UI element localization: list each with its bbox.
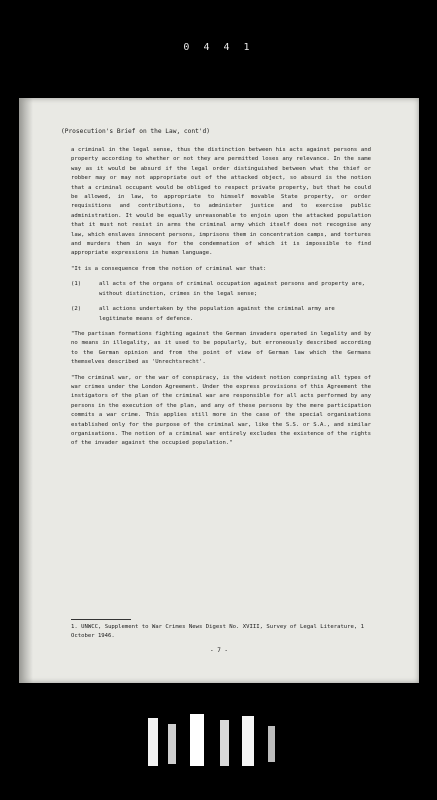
list-item xyxy=(71,305,371,324)
list-item xyxy=(71,280,371,299)
page-number: - 7 - xyxy=(209,647,229,654)
running-head: (Prosecution's Brief on the Law, cont'd) xyxy=(61,128,211,135)
list-item-number: (2) xyxy=(71,306,82,313)
footnote-mark: 1. xyxy=(71,624,78,630)
footnote xyxy=(71,623,376,642)
microfilm-frame-number: 0 4 4 1 xyxy=(183,42,254,53)
paragraph-4: "The criminal war, or the war of conspiracy, is the widest notion comprising all types of war crimes under the London Agreement. Under the express provisions of this Agreement the instigators of the plan of the criminal war are responsible for all acts performed by any persons in the execution of the plan, and any of these persons by the mere participation commits a war crime. This applies still more in the case of the special organisations established only for the purpose of the criminal war, like the S.S. or S.A., and similar organisations. The notion of a criminal war entirely excludes the existence of the rights of the invader against the occupied population." xyxy=(71,374,371,447)
footnote-text: UNWCC, Supplement to War Crimes News Digest No. XVIII, Survey of Legal Literature, 1 October 1946. xyxy=(71,624,365,640)
paragraph-3: "The partisan formations fighting against the German invaders operated in legality and by no means in illegality, as it used to be popularly, but erroneously described according to the German opinion and from the point of view of German law which the Germans themselves described as 'Unrechtsrecht'. xyxy=(71,330,371,366)
footnote-divider xyxy=(71,619,131,620)
document-page xyxy=(19,98,419,683)
paragraph-2: "It is a consequence from the notion of criminal war that: xyxy=(71,265,267,272)
list-item-text: all actions undertaken by the population against the criminal army are legitimate means of defence. xyxy=(99,306,335,322)
paragraph-1: a criminal in the legal sense, thus the distinction between his acts against persons and property according to whether or not they are permitted loses any relevance. In the same way as it would be absurd if the legal order distinguished between what the thief or robber may or may not appropriate out of the attacked object, so absurd is the notion that a criminal occupant would be obliged to respect private property, but that he could be allowed, in law, to appropriate to himself movable State property, or order requisitions and contributions, to administer justice and to exercise public administration. It would be equally unreasonable to enjoin upon the attacked population that it must not resist in arms the criminal army which itself does not recognise any law, which enslaves innocent persons, imprisons them in concentration camps, and tortures and murders them in ways for the condemnation of which it is impossible to find appropriate expressions in human language. xyxy=(71,147,371,257)
document-body xyxy=(71,146,371,455)
film-marker-icon xyxy=(128,708,308,778)
list-item-text: all acts of the organs of criminal occupation against persons and property are, without distinction, crimes in the legal sense; xyxy=(99,281,366,297)
list-item-number: (1) xyxy=(71,281,82,288)
